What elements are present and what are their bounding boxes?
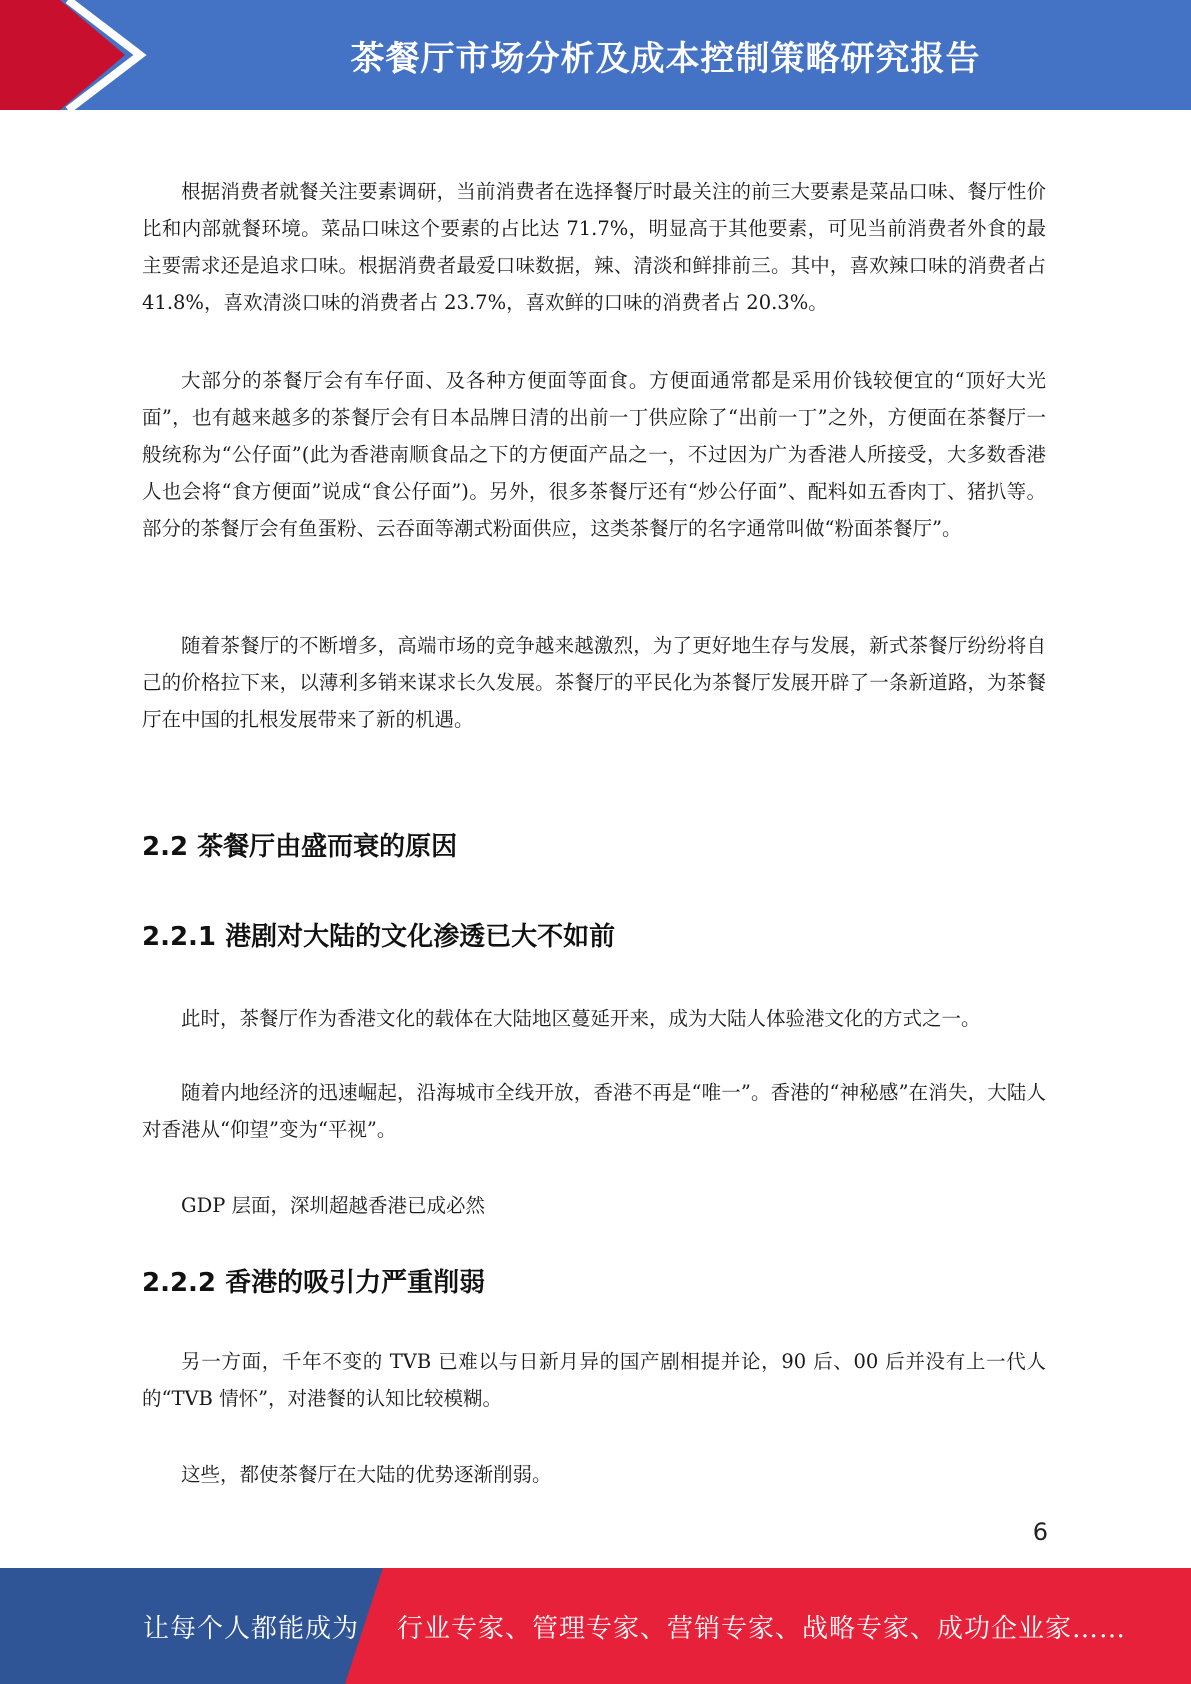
- section-heading-2-2-2: 2.2.2 香港的吸引力严重削弱: [142, 1268, 486, 1298]
- section-heading-2-2: 2.2 茶餐厅由盛而衰的原因: [142, 832, 458, 862]
- paragraph-consumer-survey: 根据消费者就餐关注要素调研，当前消费者在选择餐厅时最关注的前三大要素是菜品口味、餐厅性价比和内部就餐环境。菜品口味这个要素的占比达 71.7%，明显高于其他要素，可见当前消费者外食的最主要需求还是追求口味。根据消费者最爱口味数据，辣、清淡和鲜排前三。其中，喜欢辣口味的消费者占 41.8%，喜欢清淡口味的消费者占 23.7%，喜欢鲜的口味的消费者占 20.3%。: [142, 180, 1046, 314]
- paragraph-noodles: 大部分的茶餐厅会有车仔面、及各种方便面等面食。方便面通常都是采用价钱较便宜的“顶好大光面”，也有越来越多的茶餐厅会有日本品牌日清的出前一丁供应除了“出前一丁”之外，方便面在茶餐厅一般统称为“公仔面”(此为香港南顺食品之下的方便面产品之一，不过因为广为香港人所接受，大多数香港人也会将“食方便面”说成“食公仔面”)。另外，很多茶餐厅还有“炒公仔面”、配料如五香肉丁、猪扒等。部分的茶餐厅会有鱼蛋粉、云吞面等潮式粉面供应，这类茶餐厅的名字通常叫做“粉面茶餐厅”。: [142, 369, 1046, 540]
- document-title: 茶餐厅市场分析及成本控制策略研究报告: [350, 38, 981, 79]
- paragraph-tvb: 另一方面，千年不变的 TVB 已难以与日新月异的国产剧相提并论，90 后、00 后并没有上一代人的“TVB 情怀”，对港餐的认知比较模糊。: [142, 1350, 1046, 1410]
- paragraph-market-competition: 随着茶餐厅的不断增多，高端市场的竞争越来越激烈，为了更好地生存与发展，新式茶餐厅纷纷将自己的价格拉下来，以薄利多销来谋求长久发展。茶餐厅的平民化为茶餐厅发展开辟了一条新道路，为茶餐厅在中国的扎根发展带来了新的机遇。: [142, 634, 1046, 731]
- paragraph-hk-culture-carrier: 此时，茶餐厅作为香港文化的载体在大陆地区蔓延开来，成为大陆人体验港文化的方式之一。: [181, 1007, 981, 1030]
- section-heading-2-2-1: 2.2.1 港剧对大陆的文化渗透已大不如前: [142, 922, 616, 952]
- page-footer: [0, 1568, 1191, 1684]
- chevron-arrow-icon: [0, 0, 160, 110]
- page-header: [0, 0, 1191, 110]
- page-number: 6: [1032, 1518, 1048, 1546]
- paragraph-mainland-rise: 随着内地经济的迅速崛起，沿海城市全线开放，香港不再是“唯一”。香港的“神秘感”在消失，大陆人对香港从“仰望”变为“平视”。: [142, 1081, 1046, 1141]
- paragraph-gdp: GDP 层面，深圳超越香港已成必然: [181, 1194, 486, 1217]
- paragraph-conclusion: 这些，都使茶餐厅在大陆的优势逐渐削弱。: [181, 1463, 552, 1486]
- footer-slogan-right: 行业专家、管理专家、营销专家、战略专家、成功企业家……: [397, 1613, 1127, 1644]
- footer-slogan-left: 让每个人都能成为: [143, 1613, 360, 1644]
